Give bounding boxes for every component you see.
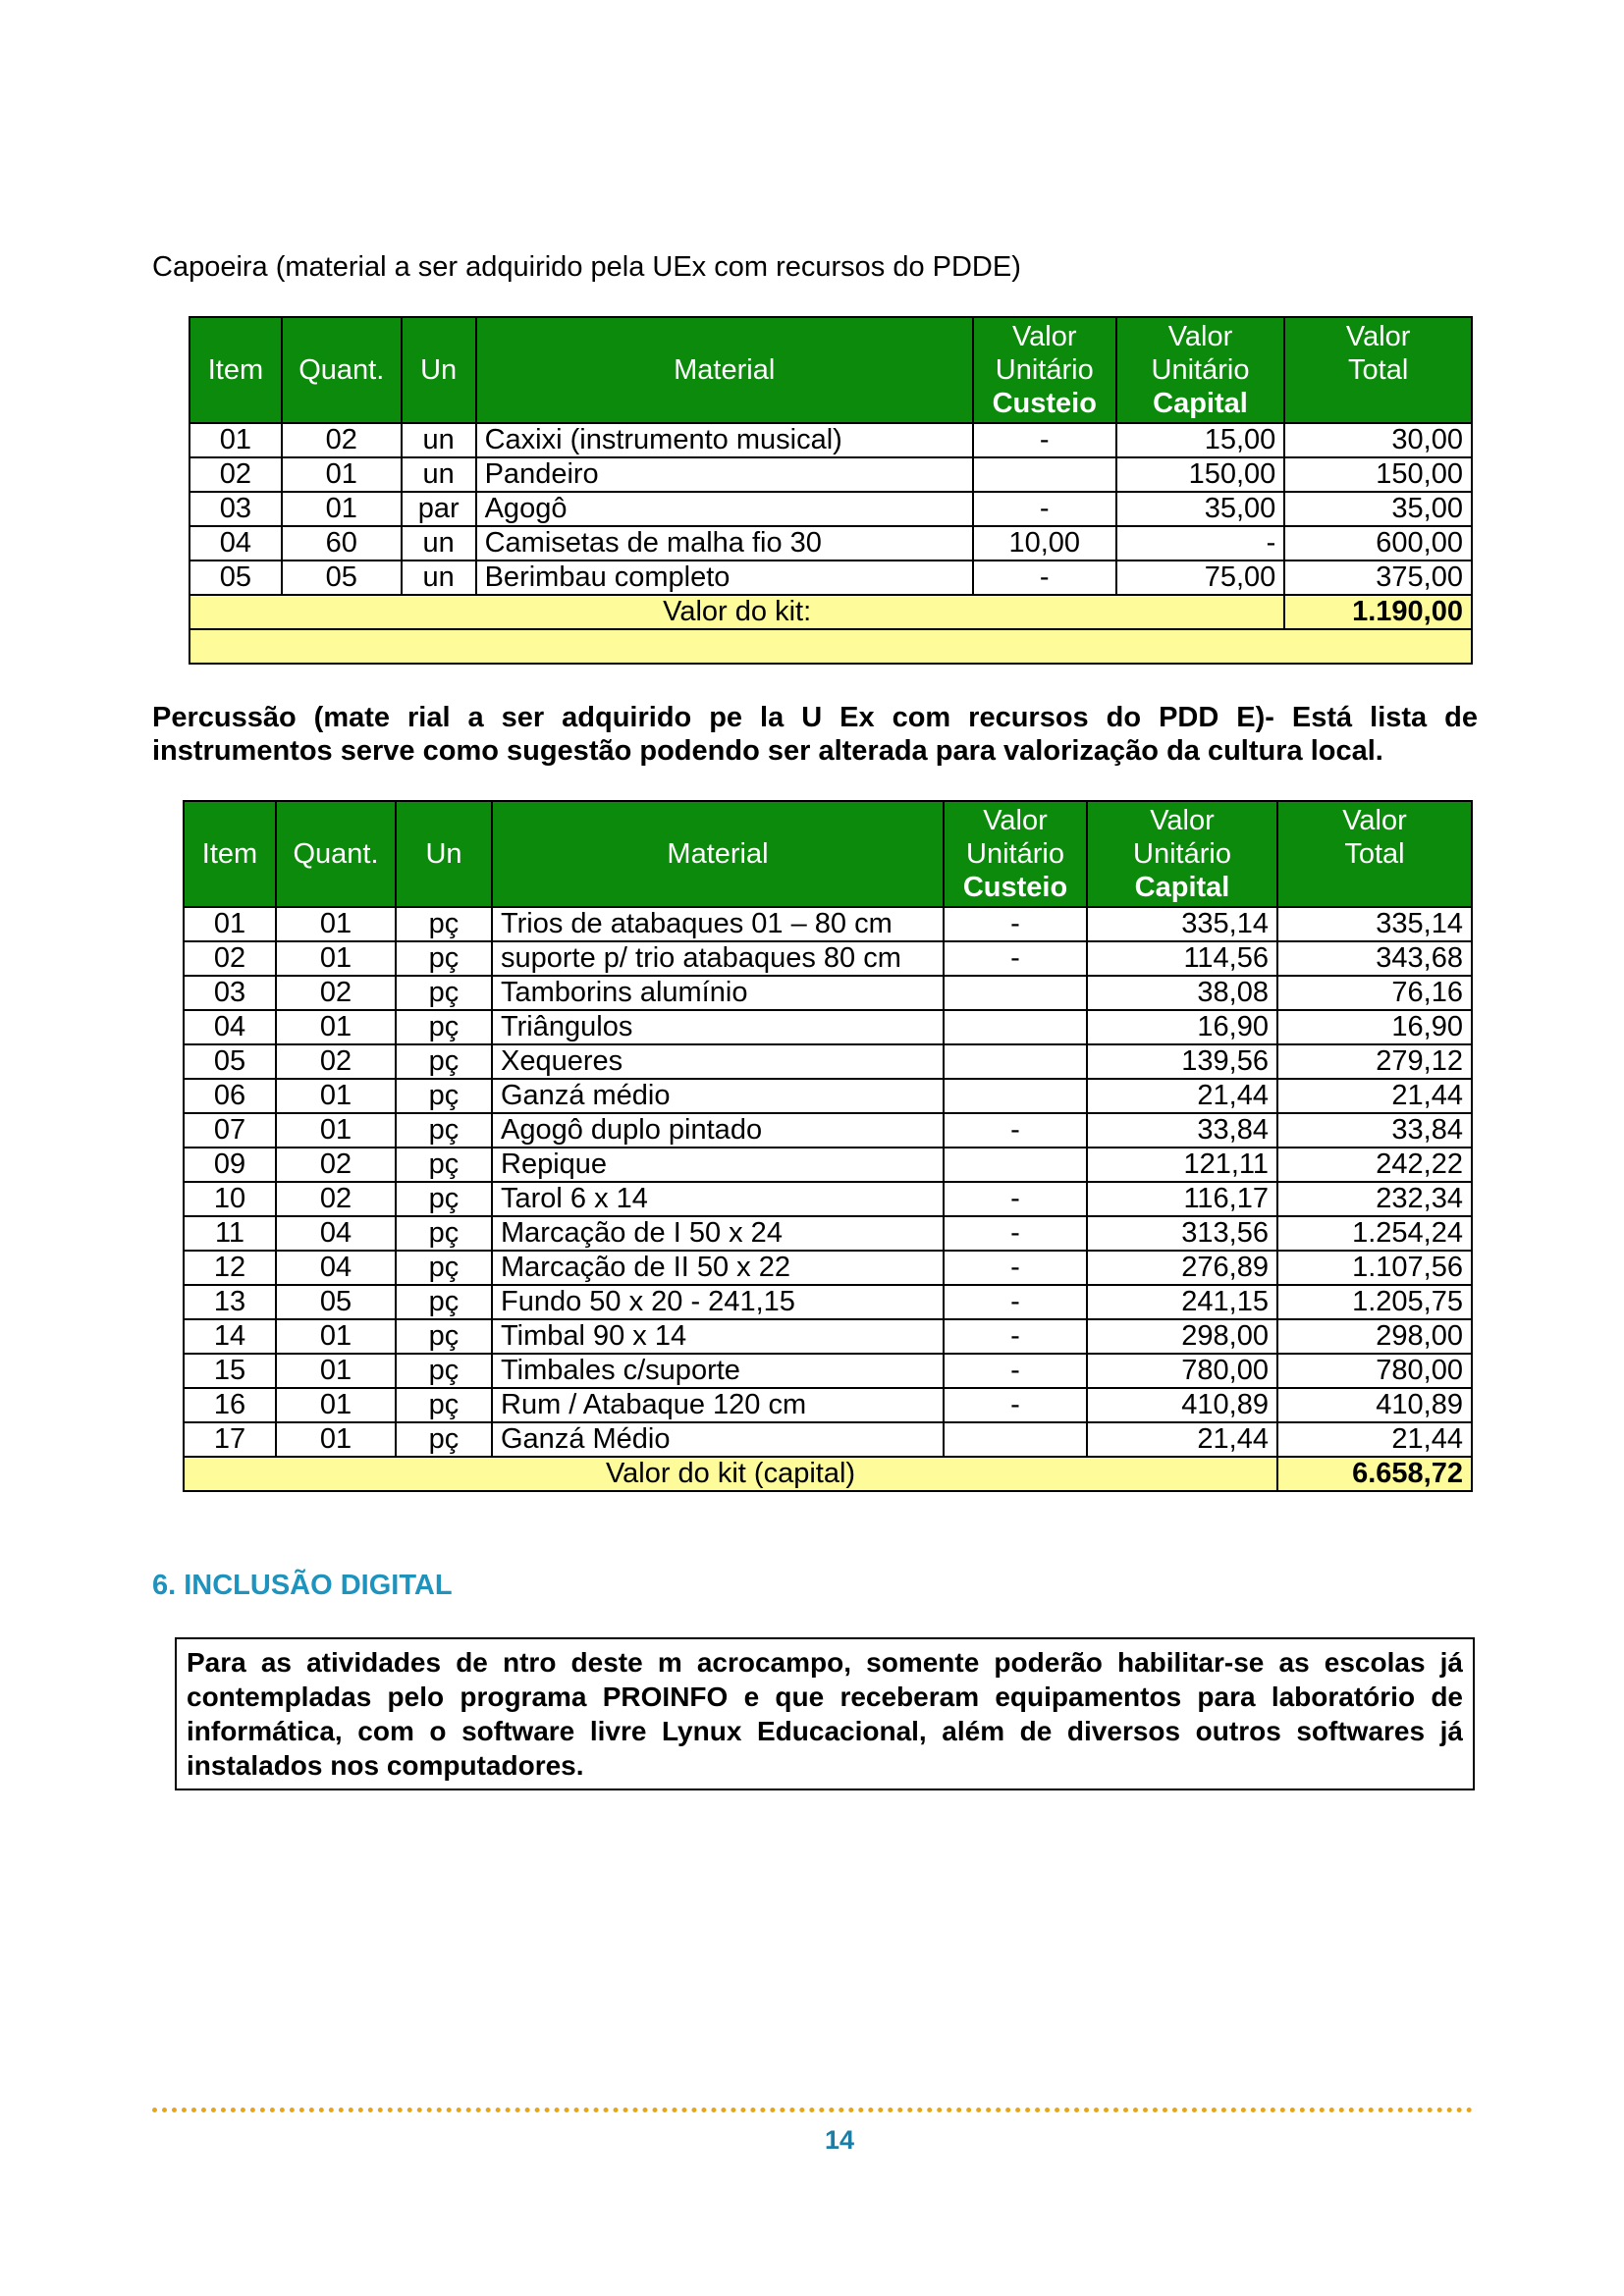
kit-total-label: Valor do kit (capital): [184, 1457, 1277, 1491]
capoeira-section-title: Capoeira (material a ser adquirido pela UEx com recursos do PDDE): [152, 251, 1021, 283]
footer-dotted-divider: [152, 2108, 1473, 2112]
cell-capital: 313,56: [1087, 1216, 1277, 1251]
cell-total: 279,12: [1277, 1044, 1472, 1079]
cell-quant: 01: [282, 492, 402, 526]
cell-material: Triângulos: [492, 1010, 944, 1044]
cell-quant: 01: [276, 1388, 396, 1422]
col-header-item: Item: [189, 317, 282, 423]
table-header-row: [189, 317, 1472, 423]
cell-capital: 241,15: [1087, 1285, 1277, 1319]
cell-total: 1.205,75: [1277, 1285, 1472, 1319]
table-row: [184, 1319, 1472, 1354]
cell-custeio: -: [973, 561, 1116, 595]
cell-quant: 05: [282, 561, 402, 595]
cell-capital: 335,14: [1087, 907, 1277, 941]
cell-custeio: -: [973, 423, 1116, 457]
cell-un: un: [402, 561, 476, 595]
cell-item: 09: [184, 1148, 276, 1182]
cell-quant: 02: [276, 1044, 396, 1079]
cell-total: 150,00: [1284, 457, 1472, 492]
cell-item: 13: [184, 1285, 276, 1319]
cell-item: 03: [184, 976, 276, 1010]
cell-total: 335,14: [1277, 907, 1472, 941]
cell-quant: 01: [276, 1319, 396, 1354]
cell-un: pç: [396, 1251, 492, 1285]
col-header-material: Material: [492, 801, 944, 907]
table-row: [184, 907, 1472, 941]
cell-capital: 15,00: [1116, 423, 1285, 457]
cell-custeio: [944, 1010, 1087, 1044]
cell-custeio: -: [944, 1113, 1087, 1148]
cell-un: pç: [396, 907, 492, 941]
cell-material: Trios de atabaques 01 – 80 cm: [492, 907, 944, 941]
cell-total: 76,16: [1277, 976, 1472, 1010]
table-row: [184, 1044, 1472, 1079]
col-header-quant: Quant.: [276, 801, 396, 907]
cell-capital: 410,89: [1087, 1388, 1277, 1422]
cell-total: 600,00: [1284, 526, 1472, 561]
cell-custeio: [944, 976, 1087, 1010]
cell-quant: 60: [282, 526, 402, 561]
cell-un: pç: [396, 1148, 492, 1182]
cell-material: Repique: [492, 1148, 944, 1182]
cell-material: Xequeres: [492, 1044, 944, 1079]
page-number: 14: [824, 2125, 855, 2155]
cell-capital: 276,89: [1087, 1251, 1277, 1285]
table-row: [184, 1388, 1472, 1422]
cell-item: 01: [189, 423, 282, 457]
table-row: [184, 1148, 1472, 1182]
cell-item: 17: [184, 1422, 276, 1457]
table-row: [184, 1354, 1472, 1388]
cell-material: Timbales c/suporte: [492, 1354, 944, 1388]
cell-quant: 02: [276, 1148, 396, 1182]
cell-un: pç: [396, 1285, 492, 1319]
cell-custeio: -: [944, 907, 1087, 941]
cell-capital: 114,56: [1087, 941, 1277, 976]
cell-un: pç: [396, 1044, 492, 1079]
cell-total: 780,00: [1277, 1354, 1472, 1388]
col-header-un: Un: [402, 317, 476, 423]
kit-total-row: [189, 595, 1472, 629]
cell-un: pç: [396, 1079, 492, 1113]
cell-item: 06: [184, 1079, 276, 1113]
cell-custeio: -: [944, 1216, 1087, 1251]
cell-quant: 01: [276, 1354, 396, 1388]
kit-total-value: 6.658,72: [1277, 1457, 1472, 1491]
cell-material: Fundo 50 x 20 - 241,15: [492, 1285, 944, 1319]
percussao-table: [183, 800, 1473, 1492]
cell-capital: 150,00: [1116, 457, 1285, 492]
cell-capital: 780,00: [1087, 1354, 1277, 1388]
cell-total: 1.107,56: [1277, 1251, 1472, 1285]
cell-un: pç: [396, 1422, 492, 1457]
cell-item: 11: [184, 1216, 276, 1251]
cell-item: 05: [189, 561, 282, 595]
table-row: [189, 457, 1472, 492]
capoeira-table-body: [189, 423, 1472, 664]
cell-capital: 21,44: [1087, 1079, 1277, 1113]
cell-un: pç: [396, 1182, 492, 1216]
table-row: [184, 1251, 1472, 1285]
percussao-table-body: [184, 907, 1472, 1491]
cell-item: 01: [184, 907, 276, 941]
table-row: [184, 941, 1472, 976]
kit-total-value: 1.190,00: [1284, 595, 1472, 629]
col-header-material: Material: [476, 317, 973, 423]
cell-custeio: [944, 1044, 1087, 1079]
cell-un: pç: [396, 1216, 492, 1251]
cell-capital: 16,90: [1087, 1010, 1277, 1044]
cell-item: 05: [184, 1044, 276, 1079]
kit-total-label: Valor do kit:: [189, 595, 1284, 629]
table-row: [184, 1285, 1472, 1319]
cell-quant: 04: [276, 1216, 396, 1251]
col-header-custeio: Valor Unitário Custeio: [973, 317, 1116, 423]
cell-custeio: [944, 1148, 1087, 1182]
cell-capital: -: [1116, 526, 1285, 561]
cell-quant: 01: [276, 1422, 396, 1457]
cell-un: pç: [396, 976, 492, 1010]
cell-custeio: -: [944, 1354, 1087, 1388]
table-row: [189, 561, 1472, 595]
cell-un: pç: [396, 1388, 492, 1422]
table-row: [189, 526, 1472, 561]
blank-cell: [189, 629, 1472, 664]
cell-un: par: [402, 492, 476, 526]
table-row: [189, 423, 1472, 457]
cell-capital: 33,84: [1087, 1113, 1277, 1148]
cell-total: 1.254,24: [1277, 1216, 1472, 1251]
cell-material: Timbal 90 x 14: [492, 1319, 944, 1354]
cell-un: un: [402, 457, 476, 492]
cell-capital: 139,56: [1087, 1044, 1277, 1079]
cell-quant: 01: [282, 457, 402, 492]
cell-item: 14: [184, 1319, 276, 1354]
table-header-row: [184, 801, 1472, 907]
cell-custeio: 10,00: [973, 526, 1116, 561]
cell-custeio: [944, 1079, 1087, 1113]
cell-quant: 01: [276, 907, 396, 941]
cell-item: 02: [184, 941, 276, 976]
col-header-capital: Valor Unitário Capital: [1087, 801, 1277, 907]
cell-total: 242,22: [1277, 1148, 1472, 1182]
cell-un: un: [402, 526, 476, 561]
cell-quant: 05: [276, 1285, 396, 1319]
cell-material: Marcação de II 50 x 22: [492, 1251, 944, 1285]
cell-quant: 01: [276, 1113, 396, 1148]
cell-quant: 04: [276, 1251, 396, 1285]
cell-material: Camisetas de malha fio 30: [476, 526, 973, 561]
cell-item: 16: [184, 1388, 276, 1422]
cell-capital: 75,00: [1116, 561, 1285, 595]
cell-material: suporte p/ trio atabaques 80 cm: [492, 941, 944, 976]
cell-un: pç: [396, 1010, 492, 1044]
cell-material: Agogô duplo pintado: [492, 1113, 944, 1148]
cell-total: 375,00: [1284, 561, 1472, 595]
cell-custeio: -: [944, 1285, 1087, 1319]
cell-quant: 02: [276, 1182, 396, 1216]
cell-material: Pandeiro: [476, 457, 973, 492]
cell-material: Caxixi (instrumento musical): [476, 423, 973, 457]
cell-material: Marcação de I 50 x 24: [492, 1216, 944, 1251]
cell-material: Ganzá médio: [492, 1079, 944, 1113]
cell-material: Tamborins alumínio: [492, 976, 944, 1010]
cell-material: Ganzá Médio: [492, 1422, 944, 1457]
cell-custeio: [973, 457, 1116, 492]
cell-quant: 02: [276, 976, 396, 1010]
table-row: [184, 1182, 1472, 1216]
table-row: [189, 492, 1472, 526]
col-header-total: Valor Total: [1277, 801, 1472, 907]
blank-row: [189, 629, 1472, 664]
cell-material: Agogô: [476, 492, 973, 526]
cell-quant: 01: [276, 941, 396, 976]
cell-item: 03: [189, 492, 282, 526]
cell-capital: 21,44: [1087, 1422, 1277, 1457]
cell-custeio: -: [944, 1251, 1087, 1285]
cell-capital: 121,11: [1087, 1148, 1277, 1182]
table-row: [184, 1216, 1472, 1251]
table-row: [184, 1010, 1472, 1044]
cell-total: 16,90: [1277, 1010, 1472, 1044]
cell-capital: 35,00: [1116, 492, 1285, 526]
cell-total: 21,44: [1277, 1079, 1472, 1113]
capoeira-table: [189, 316, 1473, 665]
cell-un: pç: [396, 1354, 492, 1388]
inclusao-section-title: 6. INCLUSÃO DIGITAL: [152, 1570, 453, 1601]
percussao-section-title: Percussão (mate rial a ser adquirido pe la U Ex com recursos do PDD E)- Está lista de instrumentos serve como sugestão podendo ser alterada para valorização da cultura local.: [152, 702, 1478, 767]
inclusao-info-box: Para as atividades de ntro deste m acrocampo, somente poderão habilitar-se as escolas já contempladas pelo programa PROINFO e que receberam equipamentos para laboratório de informática, com o software livre Lynux Educacional, além de diversos outros softwares já instalados nos computadores.: [175, 1637, 1475, 1790]
cell-quant: 01: [276, 1010, 396, 1044]
col-header-un: Un: [396, 801, 492, 907]
table-row: [184, 1113, 1472, 1148]
cell-total: 298,00: [1277, 1319, 1472, 1354]
table-row: [184, 1079, 1472, 1113]
cell-material: Rum / Atabaque 120 cm: [492, 1388, 944, 1422]
cell-total: 343,68: [1277, 941, 1472, 976]
cell-custeio: -: [944, 1182, 1087, 1216]
cell-item: 10: [184, 1182, 276, 1216]
cell-item: 15: [184, 1354, 276, 1388]
cell-material: Tarol 6 x 14: [492, 1182, 944, 1216]
cell-item: 12: [184, 1251, 276, 1285]
cell-custeio: -: [944, 1388, 1087, 1422]
cell-item: 04: [189, 526, 282, 561]
cell-material: Berimbau completo: [476, 561, 973, 595]
cell-total: 35,00: [1284, 492, 1472, 526]
table-row: [184, 1422, 1472, 1457]
cell-total: 410,89: [1277, 1388, 1472, 1422]
cell-custeio: -: [973, 492, 1116, 526]
cell-item: 02: [189, 457, 282, 492]
col-header-quant: Quant.: [282, 317, 402, 423]
cell-custeio: -: [944, 941, 1087, 976]
col-header-total: Valor Total: [1284, 317, 1472, 423]
col-header-custeio: Valor Unitário Custeio: [944, 801, 1087, 907]
cell-custeio: [944, 1422, 1087, 1457]
cell-item: 04: [184, 1010, 276, 1044]
cell-quant: 02: [282, 423, 402, 457]
cell-custeio: -: [944, 1319, 1087, 1354]
cell-capital: 116,17: [1087, 1182, 1277, 1216]
cell-un: pç: [396, 941, 492, 976]
cell-un: un: [402, 423, 476, 457]
cell-un: pç: [396, 1113, 492, 1148]
cell-total: 21,44: [1277, 1422, 1472, 1457]
cell-capital: 38,08: [1087, 976, 1277, 1010]
cell-un: pç: [396, 1319, 492, 1354]
kit-total-row: [184, 1457, 1472, 1491]
cell-total: 33,84: [1277, 1113, 1472, 1148]
cell-capital: 298,00: [1087, 1319, 1277, 1354]
col-header-capital: Valor Unitário Capital: [1116, 317, 1285, 423]
cell-total: 30,00: [1284, 423, 1472, 457]
cell-quant: 01: [276, 1079, 396, 1113]
col-header-item: Item: [184, 801, 276, 907]
cell-total: 232,34: [1277, 1182, 1472, 1216]
table-row: [184, 976, 1472, 1010]
cell-item: 07: [184, 1113, 276, 1148]
